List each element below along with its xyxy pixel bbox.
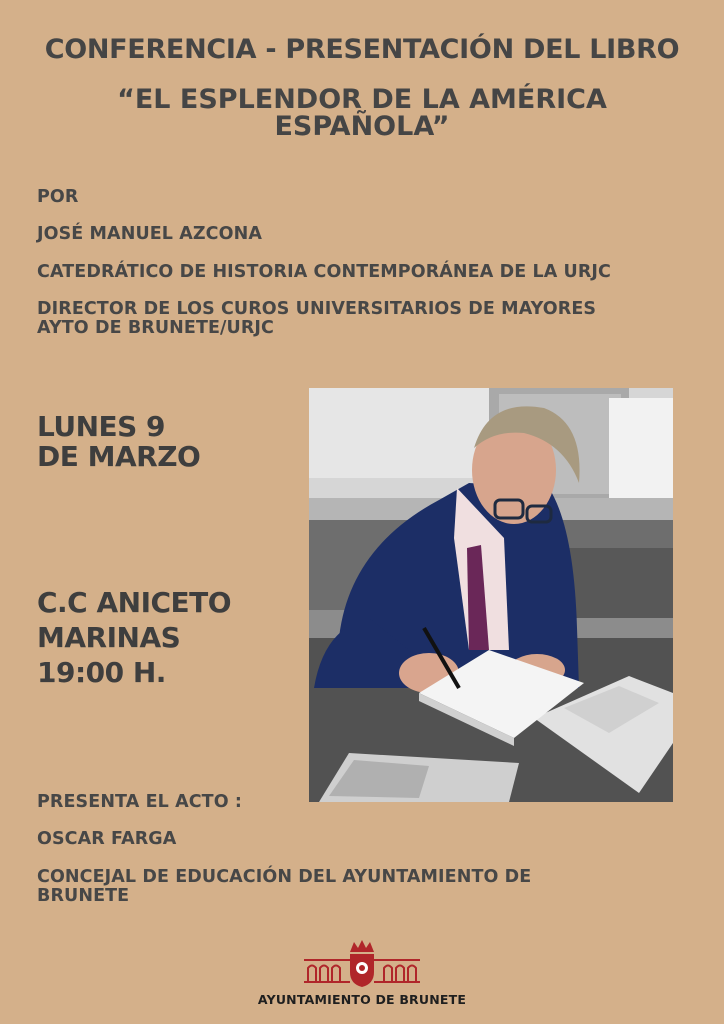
author-role-2-line-1: DIRECTOR DE LOS CUROS UNIVERSITARIOS DE MAYORES [37,299,597,319]
event-place-line-1: C.C ANICETO [37,586,232,619]
municipality-name: AYUNTAMIENTO DE BRUNETE [257,992,467,1007]
author-photo [309,388,673,802]
author-role-1: CATEDRÁTICO DE HISTORIA CONTEMPORÁNEA DE LA URJC [37,262,611,282]
event-date-line-1: LUNES 9 [37,410,166,443]
event-date-line-2: DE MARZO [37,440,201,473]
conference-title: CONFERENCIA - PRESENTACIÓN DEL LIBRO [44,34,680,65]
presenter-role-line-2: BRUNETE [37,886,130,906]
book-title: “EL ESPLENDOR DE LA AMÉRICA ESPAÑOLA” [117,84,607,142]
brunete-coat-of-arms-icon [300,938,424,988]
author-name: JOSÉ MANUEL AZCONA [37,224,262,244]
presenter-role-line-1: CONCEJAL DE EDUCACIÓN DEL AYUNTAMIENTO DE [37,867,532,887]
event-place-line-2: MARINAS [37,621,181,654]
author-role-2-line-2: AYTO DE BRUNETE/URJC [37,318,274,338]
event-time: 19:00 H. [37,656,166,689]
presenter-name: OSCAR FARGA [37,829,177,849]
presenter-label: PRESENTA EL ACTO : [37,792,242,812]
by-label: POR [37,187,79,207]
